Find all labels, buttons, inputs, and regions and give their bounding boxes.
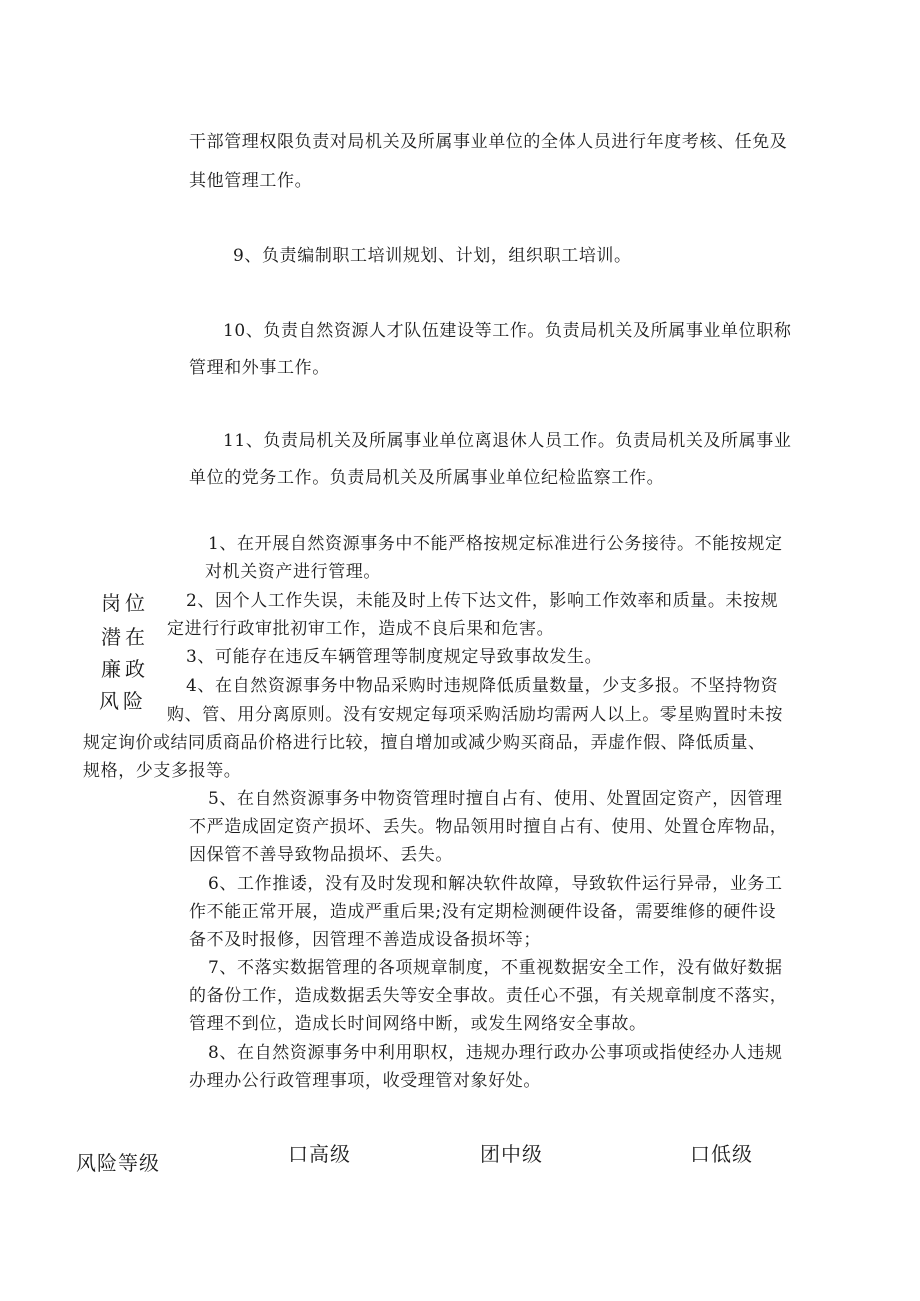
risk-label-line-1: 岗位 [101, 591, 149, 615]
risk-4-line-2: 购、管、用分离原则。没有安规定每项采购活励均需两人以上。零星购置时未按 [167, 705, 783, 725]
risk-5-line-2: 不严造成固定资产损坏、丢失。物品领用时擅自占有、使用、处置仓库物品， [189, 817, 788, 837]
risk-7-line-2: 的备份工作，造成数据丢失等安全事故。责任心不强，有关规章制度不落实， [189, 986, 788, 1006]
risk-level-low-option: 口低级 [690, 1142, 753, 1166]
risk-8-line-2: 办理办公行政管理事项，收受理管对象好处。 [189, 1071, 541, 1091]
risk-label-line-3: 廉政 [101, 657, 149, 681]
risk-1-line-1: 1、在开展自然资源事务中不能严格按规定标准进行公务接待。不能按规定 [208, 534, 783, 554]
risk-4-line-3: 规定询价或结同质商品价格进行比较，擅自增加或减少购买商品，弄虚作假、降低质量、 [83, 733, 766, 753]
risk-1-line-2: 对机关资产进行管理。 [205, 562, 381, 582]
risk-3-line-1: 3、可能存在违反车辆管理等制度规定导致事故发生。 [186, 647, 603, 667]
risk-4-line-1: 4、在自然资源事务中物品采购时违规降低质量数量，少支多报。不坚持物资 [186, 676, 779, 696]
duty-11-line-2: 单位的党务工作。负责局机关及所属事业单位纪检监察工作。 [189, 468, 665, 488]
risk-7-line-1: 7、不落实数据管理的各项规章制度，不重视数据安全工作，没有做好数据 [208, 958, 783, 978]
duty-10-line-1: 10、负责自然资源人才队伍建设等工作。负责局机关及所属事业单位职称 [223, 321, 792, 341]
duty-9-line-1: 9、负责编制职工培训规划、计划，组织职工培训。 [233, 246, 632, 266]
risk-level-label: 风险等级 [76, 1151, 160, 1175]
duty-10-line-2: 管理和外事工作。 [189, 358, 330, 378]
risk-5-line-1: 5、在自然资源事务中物资管理时擅自占有、使用、处置固定资产，因管理 [208, 789, 783, 809]
risk-2-line-1: 2、因个人工作失误，未能及时上传下达文件，影响工作效率和质量。未按规 [186, 591, 779, 611]
risk-level-high-option: 口高级 [288, 1142, 351, 1166]
risk-8-line-1: 8、在自然资源事务中利用职权，违规办理行政办公事项或指使经办人违规 [208, 1043, 783, 1063]
risk-label-line-4: 风险 [99, 689, 147, 713]
duty-8-line-2: 其他管理工作。 [189, 171, 313, 191]
duty-8-line-1: 干部管理权限负责对局机关及所属事业单位的全体人员进行年度考核、任免及 [189, 132, 788, 152]
risk-5-line-3: 因保管不善导致物品损坏、丢失。 [189, 845, 453, 865]
risk-label-line-2: 潜在 [101, 625, 149, 649]
risk-6-line-1: 6、工作推诿，没有及时发现和解决软件故障，导致软件运行异帚，业务工 [208, 874, 783, 894]
risk-6-line-2: 作不能正常开展，造成严重后果;没有定期检测硬件设备，需要维修的硬件设 [189, 902, 777, 922]
risk-4-line-4: 规格，少支多报等。 [83, 761, 242, 781]
risk-7-line-3: 管理不到位，造成长时间网络中断，或发生网络安全事故。 [189, 1014, 647, 1034]
duty-11-line-1: 11、负责局机关及所属事业单位离退休人员工作。负责局机关及所属事业 [223, 431, 792, 451]
risk-6-line-3: 备不及时报修，因管理不善造成设备损坏等； [189, 930, 541, 950]
risk-2-line-2: 定进行行政审批初审工作，造成不良后果和危害。 [167, 619, 555, 639]
risk-level-medium-option: 团中级 [480, 1142, 543, 1166]
